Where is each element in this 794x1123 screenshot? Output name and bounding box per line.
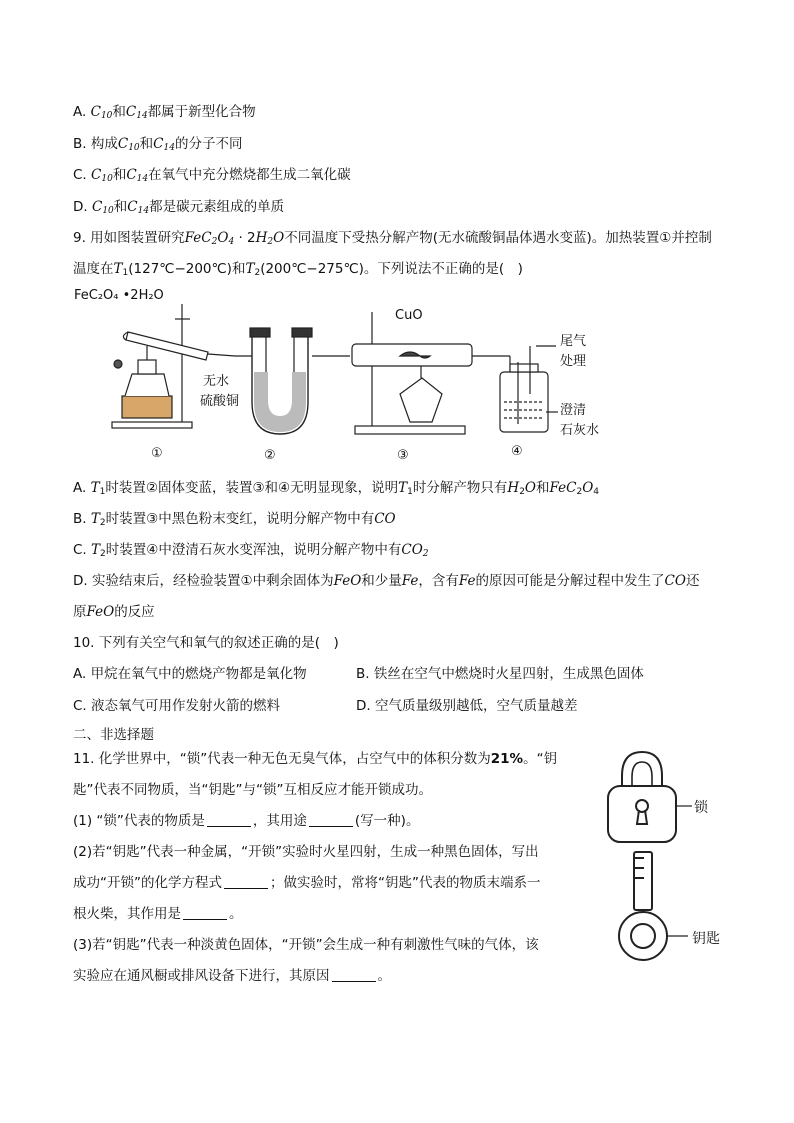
q11-part2-line1: (2)若“钥匙”代表一种金属，“开锁”实验时火星四射，生成一种黑色固体，写出 bbox=[73, 844, 539, 860]
cuo-tube-device-3 bbox=[352, 312, 510, 434]
q11-line1: 11. 化学世界中，“锁”代表一种无色无臭气体，占空气中的体积分数为21%。“钥 bbox=[73, 751, 558, 767]
lock-icon bbox=[600, 748, 750, 848]
apparatus-cuso4-label-2: 硫酸铜 bbox=[200, 394, 240, 409]
apparatus-tail-label-1: 尾气 bbox=[560, 334, 587, 349]
q11-part1: (1) “锁”代表的物质是 ，其用途 (写一种)。 bbox=[73, 813, 420, 829]
key-icon bbox=[600, 848, 750, 968]
q9-option-b: B. $T_2$时装置③中黑色粉末变红，说明分解产物中有CO bbox=[73, 511, 396, 528]
apparatus-number-1: ① bbox=[151, 446, 163, 461]
apparatus-lime-label-1: 澄清 bbox=[560, 403, 587, 418]
apparatus-cuso4-label-1: 无水 bbox=[203, 374, 230, 389]
q8-option-a: A. $C_{10}$和$C_{14}$都属于新型化合物 bbox=[73, 104, 256, 121]
q11-part3-line1: (3)若“钥匙”代表一种淡黄色固体，“开锁”会生成一种有刺激性气味的气体，该 bbox=[73, 937, 539, 953]
answer-blank[interactable] bbox=[224, 876, 268, 889]
q10-option-a: A. 甲烷在氧气中的燃烧产物都是氧化物 bbox=[73, 666, 307, 682]
q8-option-b: B. 构成$C_{10}$和$C_{14}$的分子不同 bbox=[73, 136, 243, 153]
q8-option-c: C. $C_{10}$和$C_{14}$在氧气中充分燃烧都生成二氧化碳 bbox=[73, 167, 351, 184]
answer-blank[interactable] bbox=[183, 907, 227, 920]
apparatus-figure bbox=[70, 284, 630, 469]
apparatus-formula-label: FeC₂O₄ •2H₂O bbox=[74, 288, 164, 303]
apparatus-number-4: ④ bbox=[511, 444, 523, 459]
q11-part2-line2: 成功“开锁”的化学方程式 ；做实验时，常将“钥匙”代表的物质末端系一 bbox=[73, 875, 541, 891]
lock-label: 锁 bbox=[694, 800, 708, 816]
apparatus-lime-label-2: 石灰水 bbox=[560, 423, 600, 438]
q10-option-c: C. 液态氧气可用作发射火箭的燃料 bbox=[73, 698, 281, 714]
apparatus-cuo-label: CuO bbox=[395, 308, 423, 323]
q10-option-d: D. 空气质量级别越低，空气质量越差 bbox=[356, 698, 578, 714]
section-2-title: 二、非选择题 bbox=[73, 727, 154, 743]
apparatus-tail-label-2: 处理 bbox=[560, 354, 587, 369]
q9-option-d-line2: 原FeO的反应 bbox=[73, 604, 155, 620]
apparatus-number-3: ③ bbox=[397, 448, 409, 463]
answer-blank[interactable] bbox=[332, 969, 376, 982]
apparatus-drawing bbox=[70, 284, 630, 444]
gas-bottle-device-4 bbox=[500, 346, 558, 432]
q9-option-c: C. $T_2$时装置④中澄清石灰水变浑浊，说明分解产物中有$CO_2$ bbox=[73, 542, 429, 559]
q9-option-a: A. $T_1$时装置②固体变蓝，装置③和④无明显现象，说明$T_1$时分解产物只有$H_2O$和$FeC_2O_4$ bbox=[73, 480, 599, 497]
heating-device-1 bbox=[112, 304, 235, 428]
apparatus-number-2: ② bbox=[264, 448, 276, 463]
q11-part2-line3: 根火柴，其作用是 。 bbox=[73, 906, 243, 922]
q9-option-d-line1: D. 实验结束后，经检验装置①中剩余固体为FeO和少量Fe，含有Fe的原因可能是分解过程中发生了CO还 bbox=[73, 573, 700, 589]
q11-part3-line2: 实验应在通风橱或排风设备下进行，其原因 。 bbox=[73, 968, 391, 984]
key-label: 钥匙 bbox=[692, 931, 720, 947]
u-tube-device-2 bbox=[235, 328, 350, 434]
q10-option-b: B. 铁丝在空气中燃烧时火星四射，生成黑色固体 bbox=[356, 666, 644, 682]
q8-option-d: D. $C_{10}$和$C_{14}$都是碳元素组成的单质 bbox=[73, 199, 285, 216]
q11-line2: 匙”代表不同物质，当“钥匙”与“锁”互相反应才能开锁成功。 bbox=[73, 782, 432, 798]
q9-stem-line2: 温度在$T_1(127℃-200℃)$和$T_2(200℃-275℃)$。下列说法不正确的是( ) bbox=[73, 261, 523, 278]
answer-blank[interactable] bbox=[309, 814, 353, 827]
answer-blank[interactable] bbox=[207, 814, 251, 827]
q9-stem-line1: 9. 用如图装置研究$FeC_2O_4 \cdot 2H_2O$不同温度下受热分解产物(无水硫酸铜晶体遇水变蓝)。加热装置①并控制 bbox=[73, 230, 712, 247]
q10-stem: 10. 下列有关空气和氧气的叙述正确的是( ) bbox=[73, 635, 339, 651]
lock-key-figure bbox=[600, 748, 750, 968]
